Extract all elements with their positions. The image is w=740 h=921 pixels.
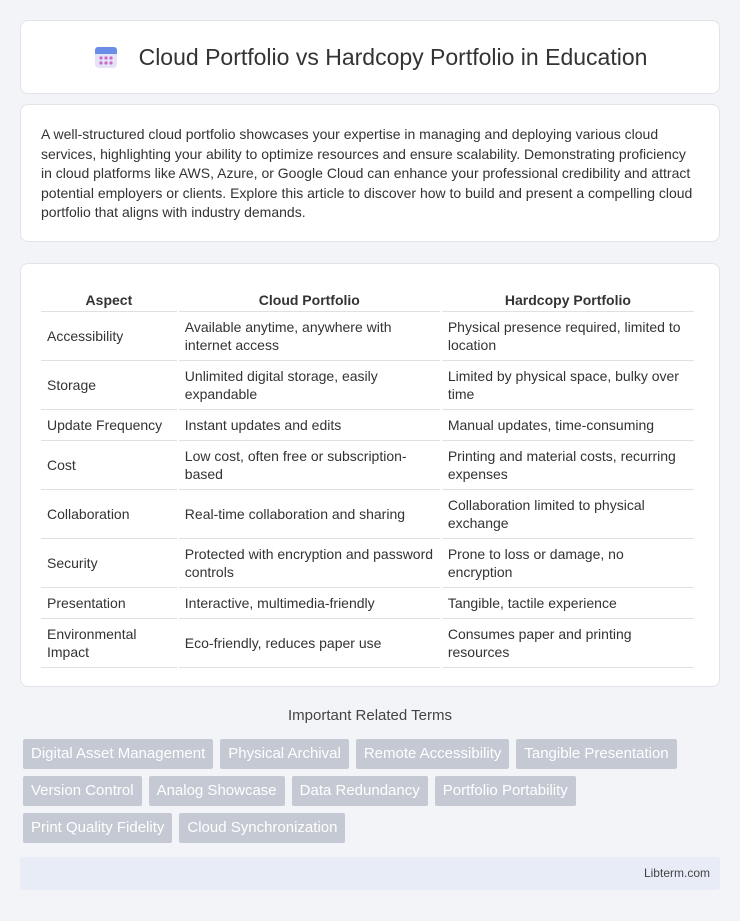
table-cell-hardcopy: Manual updates, time-consuming [442, 410, 694, 441]
related-terms-title: Important Related Terms [288, 707, 452, 724]
related-term-tag[interactable]: Cloud Synchronization [179, 813, 345, 843]
table-row [41, 410, 694, 441]
table-cell-hardcopy: Physical presence required, limited to location [442, 312, 694, 361]
comparison-table [39, 284, 696, 668]
table-row [41, 588, 694, 619]
column-header-hardcopy: Hardcopy Portfolio [442, 284, 694, 312]
related-term-tag[interactable]: Tangible Presentation [516, 739, 676, 769]
related-term-tag[interactable]: Remote Accessibility [356, 739, 510, 769]
table-cell-cloud: Interactive, multimedia-friendly [179, 588, 440, 619]
column-header-aspect: Aspect [41, 284, 177, 312]
page-title: Cloud Portfolio vs Hardcopy Portfolio in Education [138, 43, 648, 70]
table-cell-aspect: Update Frequency [41, 410, 177, 441]
table-cell-aspect: Accessibility [41, 312, 177, 361]
header-card [20, 20, 720, 94]
table-cell-cloud: Eco-friendly, reduces paper use [179, 619, 440, 668]
table-cell-cloud: Unlimited digital storage, easily expandable [179, 361, 440, 410]
related-term-tag[interactable]: Print Quality Fidelity [23, 813, 172, 843]
table-cell-aspect: Security [41, 539, 177, 588]
table-cell-aspect: Environmental Impact [41, 619, 177, 668]
table-row [41, 361, 694, 410]
related-term-tag[interactable]: Digital Asset Management [23, 739, 213, 769]
table-cell-hardcopy: Limited by physical space, bulky over time [442, 361, 694, 410]
table-row [41, 619, 694, 668]
table-cell-aspect: Presentation [41, 588, 177, 619]
related-terms-list [23, 739, 723, 850]
related-term-tag[interactable]: Portfolio Portability [435, 776, 576, 806]
table-cell-cloud: Low cost, often free or subscription-based [179, 441, 440, 490]
table-cell-hardcopy: Consumes paper and printing resources [442, 619, 694, 668]
table-cell-cloud: Real-time collaboration and sharing [179, 490, 440, 539]
table-row [41, 490, 694, 539]
table-cell-hardcopy: Printing and material costs, recurring expenses [442, 441, 694, 490]
related-term-tag[interactable]: Data Redundancy [292, 776, 428, 806]
column-header-cloud: Cloud Portfolio [179, 284, 440, 312]
intro-text: A well-structured cloud portfolio showcases your expertise in managing and deploying various cloud services, highlighting your ability to optimize resources and ensure scalability. Demonstrating proficiency in cloud platforms like AWS, Azure, or Google Cloud can enhance your professional credibility and attract potential employers or clients. Explore this article to discover how to build and present a compelling cloud portfolio that aligns with industry demands. [41, 126, 693, 221]
comparison-card [20, 263, 720, 687]
table-cell-hardcopy: Tangible, tactile experience [442, 588, 694, 619]
footer [20, 857, 720, 890]
table-cell-hardcopy: Prone to loss or damage, no encryption [442, 539, 694, 588]
related-term-tag[interactable]: Version Control [23, 776, 142, 806]
intro-card [20, 104, 720, 242]
calendar-icon [93, 44, 119, 70]
related-term-tag[interactable]: Analog Showcase [149, 776, 285, 806]
table-cell-aspect: Collaboration [41, 490, 177, 539]
table-row [41, 312, 694, 361]
table-row [41, 539, 694, 588]
table-row [41, 441, 694, 490]
table-cell-cloud: Instant updates and edits [179, 410, 440, 441]
table-cell-aspect: Storage [41, 361, 177, 410]
table-cell-aspect: Cost [41, 441, 177, 490]
related-term-tag[interactable]: Physical Archival [220, 739, 349, 769]
footer-site-link[interactable]: Libterm.com [643, 866, 710, 880]
table-cell-hardcopy: Collaboration limited to physical exchange [442, 490, 694, 539]
table-cell-cloud: Protected with encryption and password controls [179, 539, 440, 588]
table-cell-cloud: Available anytime, anywhere with internet access [179, 312, 440, 361]
